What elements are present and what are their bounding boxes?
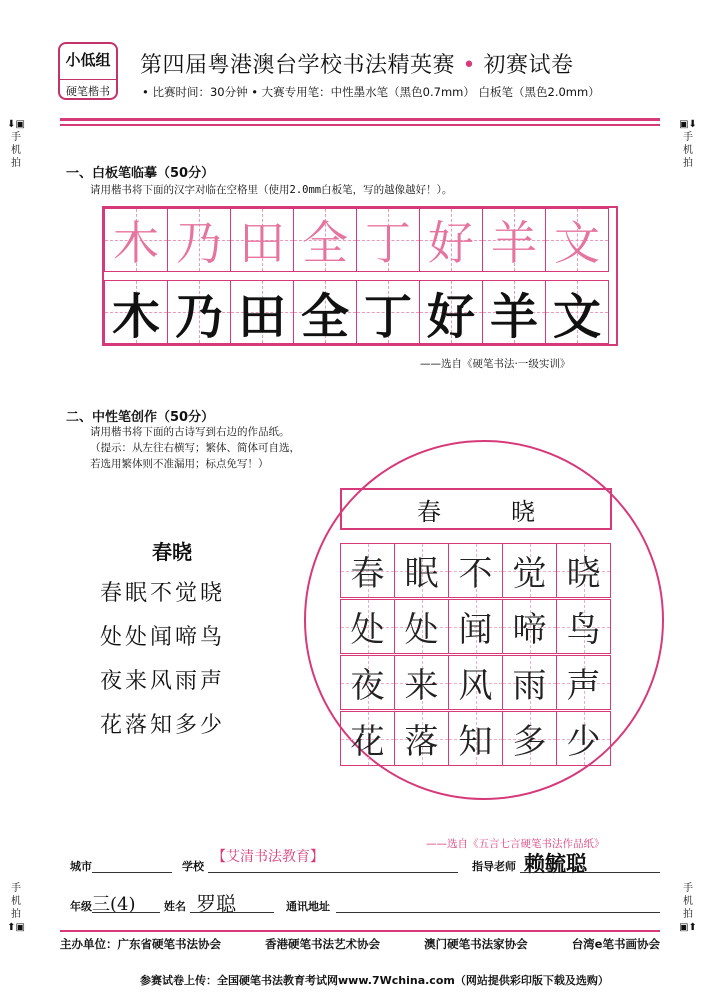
instruction-line: 请用楷书将下面的古诗写到右边的作品纸。 <box>90 426 290 438</box>
work-cell <box>502 655 557 710</box>
instruction-line: 若选用繁体则不准漏用；标点免写！） <box>90 458 269 470</box>
grade-value: 三(4) <box>92 894 136 915</box>
model-char: 田 <box>239 216 285 270</box>
grid-cell <box>545 280 609 344</box>
work-char: 鸟 <box>566 610 601 650</box>
work-cell <box>556 655 611 710</box>
work-char: 来 <box>404 666 439 706</box>
work-char: 知 <box>458 722 493 762</box>
work-cell <box>502 543 557 598</box>
instruction-line: （提示：从左往右横写；繁体、简体可自选， <box>90 442 300 454</box>
grid-cell <box>230 208 294 272</box>
organizers <box>60 936 660 952</box>
work-row <box>340 543 610 598</box>
poem-title: 春晓 <box>152 540 192 564</box>
work-title-char: 春 <box>417 497 441 526</box>
teacher-field[interactable] <box>520 872 660 873</box>
model-char: 好 <box>428 216 474 270</box>
model-char: 全 <box>302 216 348 270</box>
name-label: 姓名 <box>164 900 186 913</box>
grid-cell <box>482 280 546 344</box>
section1-instruction: 请用楷书将下面的汉字对临在空格里（使用2.0mm白板笔，写的越像越好！）。 <box>90 184 453 196</box>
work-char: 眠 <box>404 554 439 594</box>
group-label: 小低组 <box>65 51 111 69</box>
student-char: 文 <box>552 288 601 345</box>
title-main: 第四届粤港澳台学校书法精英赛 <box>140 53 456 78</box>
organizer: 香港硬笔书法艺术协会 <box>265 937 381 951</box>
model-char: 羊 <box>491 216 537 270</box>
title-dot: • <box>462 53 476 78</box>
work-char: 多 <box>512 722 547 762</box>
header-divider <box>60 118 660 121</box>
teacher-signature: 赖毓聪 <box>524 851 587 876</box>
work-cell <box>448 599 503 654</box>
grid-cell <box>419 208 483 272</box>
work-char: 闻 <box>458 610 493 650</box>
work-cell <box>556 599 611 654</box>
city-label: 城市 <box>70 860 92 873</box>
section2-title: 二、中性笔创作（50分） <box>66 410 215 425</box>
school-stamp: 【艾清书法教育】 <box>212 849 324 865</box>
side-note-phone-bl <box>4 882 28 934</box>
work-char: 花 <box>350 722 385 762</box>
work-row <box>340 711 610 766</box>
school-field[interactable] <box>208 872 458 873</box>
work-char: 不 <box>458 554 493 594</box>
upload-note: 参赛试卷上传：全国硬笔书法教育考试网www.7Wchina.com（网站提供彩印版下载及选购） <box>140 974 609 987</box>
work-char: 声 <box>566 666 601 706</box>
address-field[interactable] <box>336 912 660 913</box>
work-char: 啼 <box>512 610 547 650</box>
work-char: 夜 <box>350 666 385 706</box>
camera-icon: ▣⬆ <box>679 922 697 933</box>
side-note-phone-tr <box>676 118 700 170</box>
student-char: 木 <box>111 288 160 345</box>
student-char-row <box>104 280 608 344</box>
camera-icon: ⬇▣ <box>7 119 25 130</box>
work-char: 雨 <box>512 666 547 706</box>
side-note-phone-tl <box>4 118 28 170</box>
work-cell <box>448 711 503 766</box>
grid-cell <box>356 208 420 272</box>
work-cell <box>340 655 395 710</box>
exam-subtitle: • 比赛时间：30分钟 • 大赛专用笔：中性墨水笔（黑色0.7mm） 白板笔（黑色2.0mm） <box>142 85 600 99</box>
student-char: 乃 <box>174 288 223 345</box>
grid-cell <box>167 280 231 344</box>
organizer: 主办单位：广东省硬笔书法协会 <box>60 937 221 951</box>
teacher-label: 指导老师 <box>472 860 516 873</box>
city-field[interactable] <box>92 872 172 873</box>
work-cell <box>340 599 395 654</box>
section2-source: ——选自《五言七言硬笔书法作品纸》 <box>426 838 605 850</box>
grid-cell <box>104 280 168 344</box>
grade-label: 年级 <box>70 900 92 913</box>
school-label: 学校 <box>182 860 204 873</box>
footer-divider <box>60 930 660 932</box>
student-char: 羊 <box>489 288 538 345</box>
work-char: 处 <box>350 610 385 650</box>
organizer: 澳门硬笔书法家协会 <box>424 937 528 951</box>
grid-cell <box>293 208 357 272</box>
work-char: 落 <box>404 722 439 762</box>
work-cell <box>394 543 449 598</box>
work-row <box>340 655 610 710</box>
model-char: 文 <box>554 216 600 270</box>
camera-icon: ▣⬇ <box>679 119 697 130</box>
grid-cell <box>545 208 609 272</box>
side-note-text: 手机拍 <box>11 132 21 169</box>
student-char: 丁 <box>363 288 412 345</box>
side-note-phone-br <box>676 882 700 934</box>
side-note-text: 手机拍 <box>683 132 693 169</box>
work-cell <box>448 543 503 598</box>
work-cell <box>556 711 611 766</box>
work-char: 少 <box>566 722 601 762</box>
name-field[interactable] <box>190 912 274 913</box>
model-char: 乃 <box>176 216 222 270</box>
page-title <box>140 48 574 79</box>
poem-line: 春眠不觉晓 <box>100 581 226 606</box>
work-char: 觉 <box>512 554 547 594</box>
work-cell <box>394 655 449 710</box>
work-char: 处 <box>404 610 439 650</box>
work-char: 晓 <box>566 554 601 594</box>
poem-line: 夜来风雨声 <box>100 669 226 694</box>
grid-cell <box>230 280 294 344</box>
camera-icon: ⬆▣ <box>7 922 25 933</box>
student-char: 全 <box>300 288 349 345</box>
side-note-text: 手机拍 <box>683 883 693 920</box>
title-suffix: 初赛试卷 <box>483 53 574 78</box>
work-cell <box>448 655 503 710</box>
header-divider-2 <box>60 124 660 126</box>
work-title-box <box>340 488 612 530</box>
grid-cell <box>167 208 231 272</box>
grid-cell <box>104 208 168 272</box>
work-row <box>340 599 610 654</box>
model-char-row <box>104 208 608 272</box>
model-char: 丁 <box>365 216 411 270</box>
work-cell <box>340 543 395 598</box>
work-cell <box>394 599 449 654</box>
poem-line: 花落知多少 <box>100 713 226 738</box>
student-char: 好 <box>426 288 475 345</box>
work-cell <box>556 543 611 598</box>
grid-cell <box>356 280 420 344</box>
work-cell <box>502 599 557 654</box>
section2-instructions <box>90 424 300 472</box>
grade-field[interactable] <box>92 912 160 913</box>
model-char: 木 <box>113 216 159 270</box>
organizer: 台湾e笔书画协会 <box>571 937 660 951</box>
side-note-text: 手机拍 <box>11 883 21 920</box>
name-value: 罗聪 <box>196 892 236 916</box>
poem-line: 处处闻啼鸟 <box>100 625 226 650</box>
work-cell <box>394 711 449 766</box>
work-cell <box>502 711 557 766</box>
student-char: 田 <box>237 288 286 345</box>
address-label: 通讯地址 <box>286 900 330 913</box>
grid-cell <box>293 280 357 344</box>
grid-cell <box>482 208 546 272</box>
section1-title: 一、白板笔临摹（50分） <box>66 166 215 181</box>
section1-source: ——选自《硬笔书法·一级实训》 <box>420 358 571 370</box>
work-cell <box>340 711 395 766</box>
grid-cell <box>419 280 483 344</box>
work-char: 风 <box>458 666 493 706</box>
group-badge <box>58 42 118 100</box>
group-sub-label: 硬笔楷书 <box>60 79 116 99</box>
work-title-char: 晓 <box>511 497 535 526</box>
work-char: 春 <box>350 554 385 594</box>
